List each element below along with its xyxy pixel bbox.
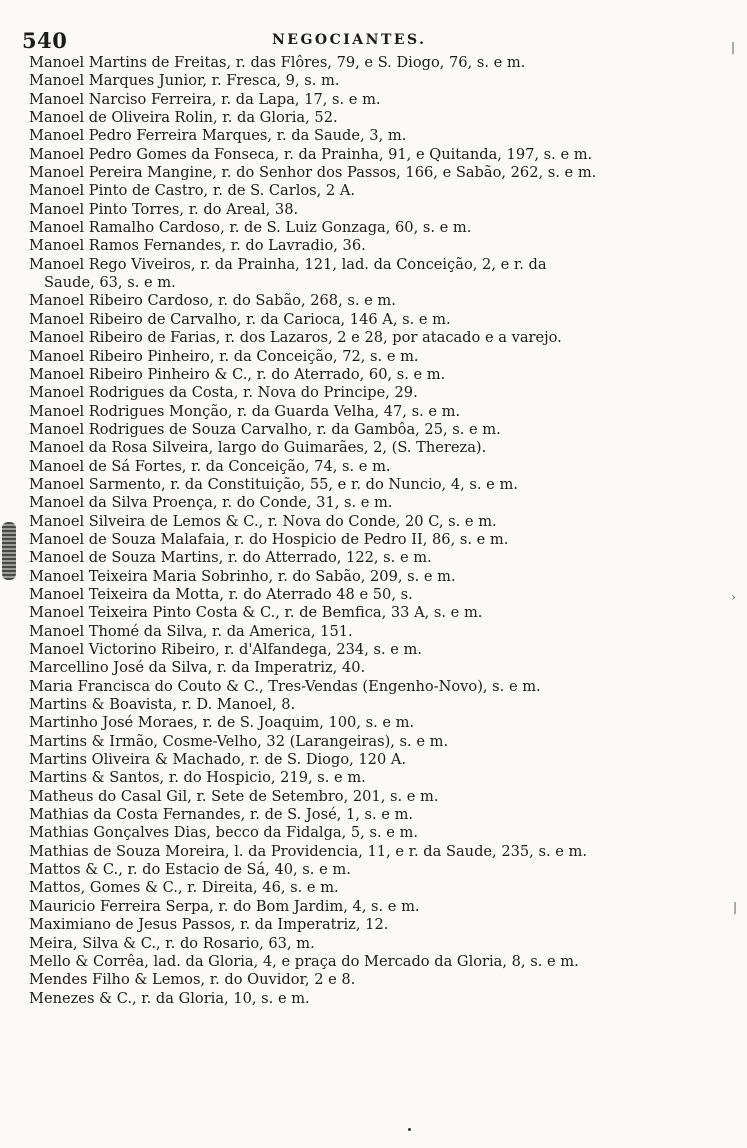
merchant-list bbox=[22, 54, 722, 1008]
list-item: Manoel Rodrigues da Costa, r. Nova do Principe, 29. bbox=[29, 384, 418, 402]
list-item: Manoel Ribeiro de Carvalho, r. da Carioca, 146 A, s. e m. bbox=[29, 310, 451, 328]
list-item: Mathias Gonçalves Dias, becco da Fidalga, 5, s. e m. bbox=[29, 824, 418, 842]
list-item: Manoel Rodrigues de Souza Carvalho, r. da Gambôa, 25, s. e m. bbox=[29, 420, 501, 438]
list-item: Mathias de Souza Moreira, l. da Providencia, 11, e r. da Saude, 235, s. e m. bbox=[29, 842, 587, 860]
list-item: Mendes Filho & Lemos, r. do Ouvidor, 2 e 8. bbox=[29, 971, 356, 989]
page-header bbox=[22, 28, 722, 52]
list-item: Manoel Thomé da Silva, r. da America, 151. bbox=[29, 622, 353, 640]
running-head: NEGOCIANTES. bbox=[272, 32, 427, 48]
list-item: Manoel de Sá Fortes, r. da Conceição, 74, s. e m. bbox=[29, 457, 391, 475]
list-item: Manoel Martins de Freitas, r. das Flôres, 79, e S. Diogo, 76, s. e m. bbox=[29, 54, 526, 71]
list-item: Manoel Teixeira Maria Sobrinho, r. do Sabão, 209, s. e m. bbox=[29, 567, 456, 585]
list-item: Mello & Corrêa, lad. da Gloria, 4, e praça do Mercado da Gloria, 8, s. e m. bbox=[29, 952, 579, 970]
list-item: Menezes & C., r. da Gloria, 10, s. e m. bbox=[29, 989, 310, 1007]
list-item: Manoel da Rosa Silveira, largo do Guimarães, 2, (S. Thereza). bbox=[29, 439, 487, 457]
list-item: Manoel Victorino Ribeiro, r. d'Alfandega, 234, s. e m. bbox=[29, 641, 423, 658]
list-item: Manoel Ribeiro de Farias, r. dos Lazaros, 2 e 28, por atacado e a varejo. bbox=[29, 329, 562, 347]
list-item: Matheus do Casal Gil, r. Sete de Setembro, 201, s. e m. bbox=[29, 787, 439, 805]
list-item: Manoel da Silva Proença, r. do Conde, 31, s. e m. bbox=[29, 494, 393, 512]
list-item: Maximiano de Jesus Passos, r. da Imperatriz, 12. bbox=[29, 916, 389, 934]
list-item: Marcellino José da Silva, r. da Imperatriz, 40. bbox=[29, 659, 366, 677]
list-item: Martins & Santos, r. do Hospicio, 219, s. e m. bbox=[29, 769, 366, 787]
list-item: Manoel Narciso Ferreira, r. da Lapa, 17, s. e m. bbox=[29, 90, 381, 108]
list-item: Manoel Pinto de Castro, r. de S. Carlos, 2 A. bbox=[29, 182, 356, 200]
list-item: Manoel Sarmento, r. da Constituição, 55, e r. do Nuncio, 4, s. e m. bbox=[29, 475, 518, 493]
list-item: Manoel Rodrigues Monção, r. da Guarda Velha, 47, s. e m. bbox=[29, 402, 461, 420]
list-item: Manoel Pinto Torres, r. do Areal, 38. bbox=[29, 200, 299, 218]
list-item: Martinho José Moraes, r. de S. Joaquim, 100, s. e m. bbox=[29, 714, 415, 732]
list-item: Manoel Pereira Mangine, r. do Senhor dos Passos, 166, e Sabão, 262, s. e m. bbox=[29, 164, 597, 182]
margin-mark: | bbox=[733, 900, 738, 914]
list-item: Mattos, Gomes & C., r. Direita, 46, s. e m. bbox=[29, 879, 339, 897]
margin-mark: › bbox=[731, 590, 736, 604]
list-item: Manoel Silveira de Lemos & C., r. Nova do Conde, 20 C, s. e m. bbox=[29, 512, 497, 530]
list-item: Martins Oliveira & Machado, r. de S. Diogo, 120 A. bbox=[29, 751, 407, 769]
list-item: Martins & Boavista, r. D. Manoel, 8. bbox=[29, 696, 296, 714]
list-item-continuation: Saude, 63, s. e m. bbox=[44, 274, 176, 292]
list-item: Manoel Pedro Gomes da Fonseca, r. da Prainha, 91, e Quitanda, 197, s. e m. bbox=[29, 145, 593, 163]
list-item: Mathias da Costa Fernandes, r. de S. José, 1, s. e m. bbox=[29, 806, 414, 824]
list-item: Manoel Ribeiro Pinheiro & C., r. do Aterrado, 60, s. e m. bbox=[29, 365, 446, 383]
list-item: Manoel Teixeira Pinto Costa & C., r. de Bemfica, 33 A, s. e m. bbox=[29, 604, 483, 622]
list-item: Martins & Irmão, Cosme-Velho, 32 (Larangeiras), s. e m. bbox=[29, 732, 449, 750]
list-item: Manoel de Souza Martins, r. do Atterrado, 122, s. e m. bbox=[29, 549, 432, 567]
list-item: Meira, Silva & C., r. do Rosario, 63, m. bbox=[29, 934, 315, 952]
list-item: Mauricio Ferreira Serpa, r. do Bom Jardim, 4, s. e m. bbox=[29, 897, 420, 915]
list-item: Maria Francisca do Couto & C., Tres-Vendas (Engenho-Novo), s. e m. bbox=[29, 677, 541, 695]
list-item: Manoel Pedro Ferreira Marques, r. da Saude, 3, m. bbox=[29, 127, 407, 145]
list-item: Manoel Ribeiro Cardoso, r. do Sabão, 268, s. e m. bbox=[29, 292, 396, 310]
list-item: Manoel de Souza Malafaia, r. do Hospicio de Pedro II, 86, s. e m. bbox=[29, 530, 509, 548]
list-item: Manoel Ramalho Cardoso, r. de S. Luiz Gonzaga, 60, s. e m. bbox=[29, 219, 472, 237]
list-item: Manoel Teixeira da Motta, r. do Aterrado 48 e 50, s. bbox=[29, 585, 413, 603]
binding-stamp-mark bbox=[2, 522, 16, 580]
list-item: Manoel Rego Viveiros, r. da Prainha, 121, lad. da Conceição, 2, e r. da bbox=[29, 255, 547, 273]
ink-speck bbox=[408, 1128, 411, 1131]
list-item: Manoel de Oliveira Rolin, r. da Gloria, 52. bbox=[29, 109, 338, 127]
margin-mark: | bbox=[731, 40, 736, 54]
page-number: 540 bbox=[22, 28, 68, 53]
list-item: Mattos & C., r. do Estacio de Sá, 40, s. e m. bbox=[29, 861, 351, 879]
list-item: Manoel Marques Junior, r. Fresca, 9, s. m. bbox=[29, 72, 340, 90]
list-item: Manoel Ribeiro Pinheiro, r. da Conceição, 72, s. e m. bbox=[29, 347, 419, 365]
list-item: Manoel Ramos Fernandes, r. do Lavradio, 36. bbox=[29, 237, 366, 255]
